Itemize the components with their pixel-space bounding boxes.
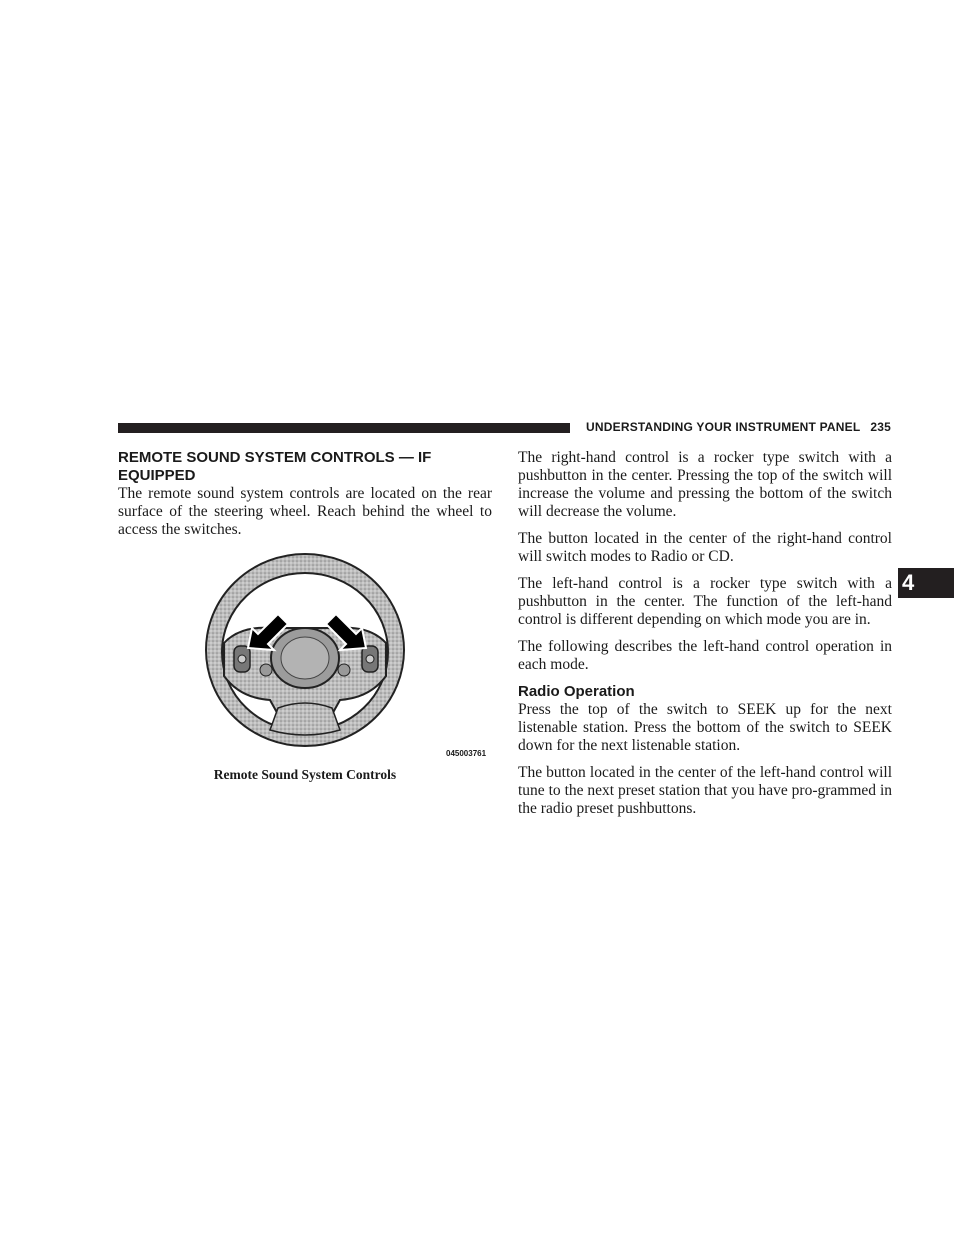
paragraph-left-hand-control: The left-hand control is a rocker type switch with a pushbutton in the center. The function of the left-hand control is different depending on which mode you are in. xyxy=(518,575,892,628)
page-number: 235 xyxy=(870,420,891,434)
chapter-tab: 4 xyxy=(898,568,954,598)
left-hand-control xyxy=(234,646,250,672)
paragraph-mode-description: The following describes the left-hand control operation in each mode. xyxy=(518,638,892,673)
header-rule xyxy=(118,423,570,433)
paragraph-seek: Press the top of the switch to SEEK up for the next listenable station. Press the bottom of the switch to SEEK down for the next listenable station. xyxy=(518,701,892,754)
header-section-title: UNDERSTANDING YOUR INSTRUMENT PANEL xyxy=(586,420,861,434)
figure-caption: Remote Sound System Controls xyxy=(213,767,397,782)
section-heading: REMOTE SOUND SYSTEM CONTROLS — IF EQUIPPED xyxy=(118,449,432,484)
running-header xyxy=(578,420,891,434)
paragraph-right-hand-control: The right-hand control is a rocker type switch with a pushbutton in the center. Pressing the top of the switch will increase the volume and pressing the bottom of the switch will decrease the volume. xyxy=(518,449,892,520)
paragraph-right-center-button: The button located in the center of the right-hand control will switch modes to Radio or CD. xyxy=(518,530,892,565)
right-column xyxy=(518,449,892,818)
left-column xyxy=(118,449,492,539)
subheading-radio-operation: Radio Operation xyxy=(518,683,635,700)
figure-code: 045003761 xyxy=(446,749,487,758)
right-hand-control xyxy=(362,646,378,672)
intro-paragraph: The remote sound system controls are located on the rear surface of the steering wheel. Reach behind the wheel to access the switches. xyxy=(118,485,492,538)
paragraph-preset: The button located in the center of the left-hand control will tune to the next preset station that you have pro-grammed in the radio preset pushbuttons. xyxy=(518,764,892,817)
steering-wheel-illustration xyxy=(200,548,495,763)
